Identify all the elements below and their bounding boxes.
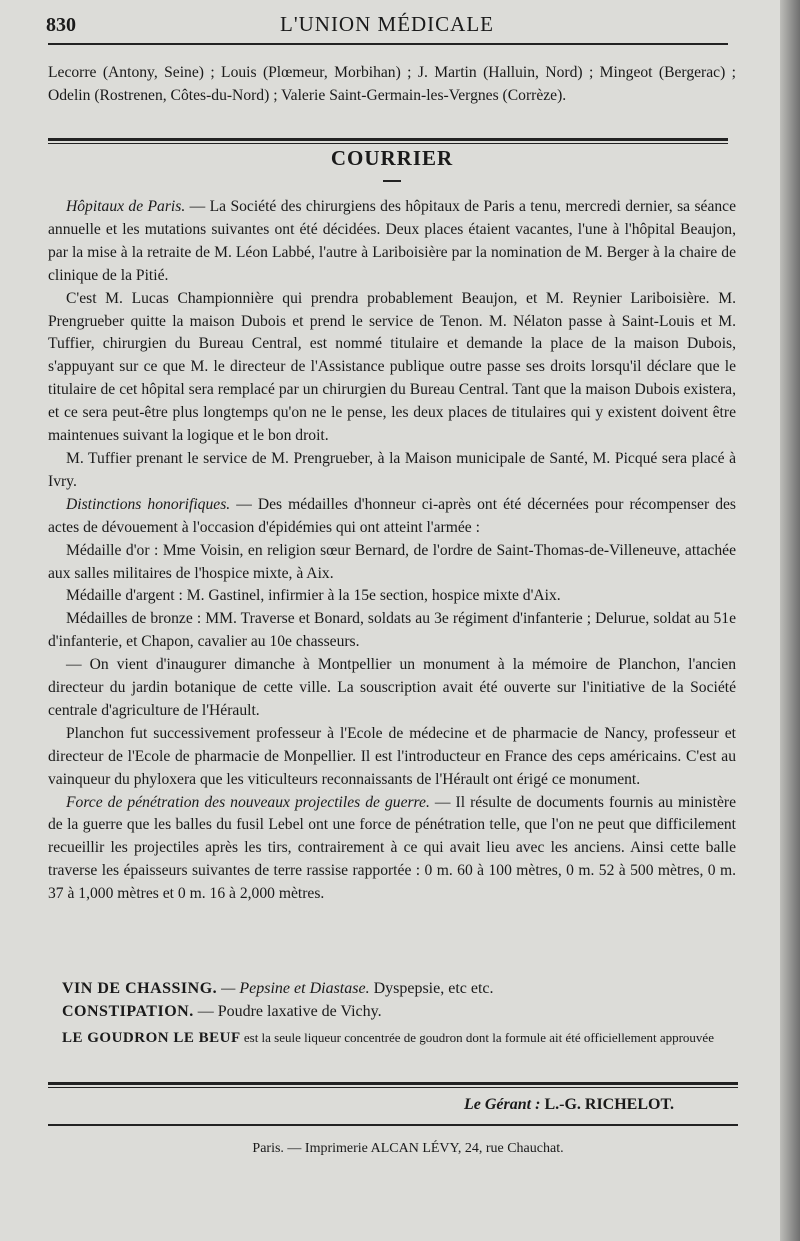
paragraph-text: C'est M. Lucas Championnière qui prendra probablement Beaujon, et M. Reynier Lariboisière. M. Prengrueber quitte la maison Dubois et prend le service de Tenon. M. Nélaton passe à Saint-Louis et M. Tuffier, chirurgien du Bureau Central, est nommé titulaire et demande la place de la maison Dubois, s'appuyant sur ce que M. le directeur de l'Assistance publique outre passe ses droits lorsqu'il déclare que le titulaire de cet hôpital sera remplacé par un chirurgien du Bureau Central. Tant que la maison Dubois existera, et ce sera peut-être plus longtemps qu'on ne le pense, les deux places de titulaires qui y existent doivent être maintenues suivant la logique et le bon droit. bbox=[48, 289, 736, 445]
page-edge-shadow bbox=[780, 0, 800, 1241]
paragraph-text: — On vient d'inaugurer dimanche à Montpellier un monument à la mémoire de Planchon, l'ancien directeur du jardin botanique de cette ville. La souscription avait été ouverte sur l'initiative de la Société centrale d'agriculture de l'Hérault. bbox=[48, 656, 736, 719]
intro-text: Lecorre (Antony, Seine) ; Louis (Plœmeur, Morbihan) ; J. Martin (Halluin, Nord) ; Mingeot (Bergerac) ; Odelin (Rostrenen, Côtes-du-Nord) ; Valerie Saint-Germain-les-Vergnes (Corrèze). bbox=[48, 64, 736, 104]
footer-rule-top-thin bbox=[48, 1087, 738, 1088]
paragraph-lead: Distinctions honorifiques. bbox=[66, 495, 231, 513]
running-title: L'UNION MÉDICALE bbox=[280, 12, 495, 36]
paragraph-medailles-bronze bbox=[48, 608, 736, 654]
paragraph-lead: Force de pénétration des nouveaux projectiles de guerre. bbox=[66, 793, 430, 811]
paragraph-text: — La Société des chirurgiens des hôpitaux de Paris a tenu, mercredi dernier, sa séance annuelle et les mutations suivantes ont été décidées. Deux places étaient vacantes, l'une à l'hôpital Beaujon, par la mise à la retraite de M. Léon Labbé, l'autre à Lariboisière par la nomination de M. Berger à la chaire de clinique de la Pitié. bbox=[48, 198, 736, 284]
paragraph-text: Médaille d'or : Mme Voisin, en religion sœur Bernard, de l'ordre de Saint-Thomas-de-Villeneuve, attachée aux salles militaires de l'hospice mixte, à Aix. bbox=[48, 541, 736, 582]
paragraph-text: Planchon fut successivement professeur à l'Ecole de médecine et de pharmacie de Nancy, professeur et directeur de l'Ecole de pharmacie de Monpellier. Il est l'introducteur en France des ceps américains. C'est au vainqueur du phyloxera que les viticulteurs reconnaissants de l'Hérault ont érigé ce monument. bbox=[48, 724, 736, 788]
paragraph-text: — Des médailles d'honneur ci-après ont été décernées pour récompenser des actes de dévouement à l'occasion d'épidémies qui ont atteint l'armée : bbox=[48, 495, 736, 536]
signature bbox=[464, 1096, 674, 1114]
paragraph-text: — Il résulte de documents fournis au ministère de la guerre que les balles du fusil Lebel ont une force de pénétration telle, que l'on ne peut que difficilement recueillir les projectiles après les tirs, contrairement à ce qui avait lieu avec les anciens. Ainsi cette balle traverse les épaisseurs suivantes de terre rassise rapportée : 0 m. 60 à 100 mètres, 0 m. 52 à 500 mètres, 0 m. 37 à 1,000 mètres et 0 m. 16 à 2,000 mètres. bbox=[48, 793, 736, 903]
footer-rule-top bbox=[48, 1082, 738, 1085]
imprint-line: Paris. — Imprimerie ALCAN LÉVY, 24, rue Chauchat. bbox=[252, 1141, 564, 1156]
ad-goudron bbox=[62, 1030, 742, 1046]
footer-rule-bottom bbox=[48, 1124, 738, 1126]
paragraph-planchon-monument bbox=[48, 654, 736, 723]
ad-vin-de-chassing bbox=[62, 980, 742, 998]
ad-text: est la seule liqueur concentrée de goudron dont la formule ait été officiellement approuvée bbox=[240, 1030, 714, 1045]
ad-text: — Poudre laxative de Vichy. bbox=[193, 1003, 382, 1020]
paragraph-medaille-argent bbox=[48, 585, 736, 608]
ad-text: Dyspepsie, etc etc. bbox=[369, 980, 494, 997]
paragraph-distinctions bbox=[48, 494, 736, 540]
header-rule bbox=[48, 43, 728, 45]
title-dash bbox=[383, 180, 401, 182]
paragraph-tuffier bbox=[48, 448, 736, 494]
signature-name: L.-G. RICHELOT. bbox=[540, 1096, 674, 1113]
paragraph-planchon-bio bbox=[48, 723, 736, 792]
ad-title: VIN DE CHASSING. bbox=[62, 980, 218, 997]
ad-italic: — Pepsine et Diastase. bbox=[217, 980, 370, 997]
section-rule-thick bbox=[48, 138, 728, 141]
page-header bbox=[40, 8, 740, 38]
section-rule-thin bbox=[48, 143, 728, 144]
paragraph-projectiles bbox=[48, 792, 736, 907]
paragraph-hopitaux bbox=[48, 196, 736, 288]
ad-title: CONSTIPATION. bbox=[62, 1003, 194, 1020]
section-title: COURRIER bbox=[330, 146, 454, 170]
intro-paragraph bbox=[48, 62, 736, 108]
signature-label: Le Gérant : bbox=[464, 1096, 541, 1113]
article-body bbox=[48, 196, 736, 906]
paragraph-text: M. Tuffier prenant le service de M. Prengrueber, à la Maison municipale de Santé, M. Picqué sera placé à Ivry. bbox=[48, 449, 736, 490]
paragraph-championniere bbox=[48, 288, 736, 448]
ad-title: LE GOUDRON LE BEUF bbox=[62, 1030, 241, 1046]
paragraph-text: Médailles de bronze : MM. Traverse et Bonard, soldats au 3e régiment d'infanterie ; Delurue, soldat au 51e d'infanterie, et Chapon, cavalier au 10e chasseurs. bbox=[48, 610, 736, 651]
ad-constipation bbox=[62, 1003, 742, 1021]
page-number: 830 bbox=[46, 14, 76, 36]
paragraph-lead: Hôpitaux de Paris. bbox=[66, 198, 186, 215]
paragraph-medaille-or bbox=[48, 540, 736, 586]
paragraph-text: Médaille d'argent : M. Gastinel, infirmier à la 15e section, hospice mixte d'Aix. bbox=[66, 587, 561, 605]
